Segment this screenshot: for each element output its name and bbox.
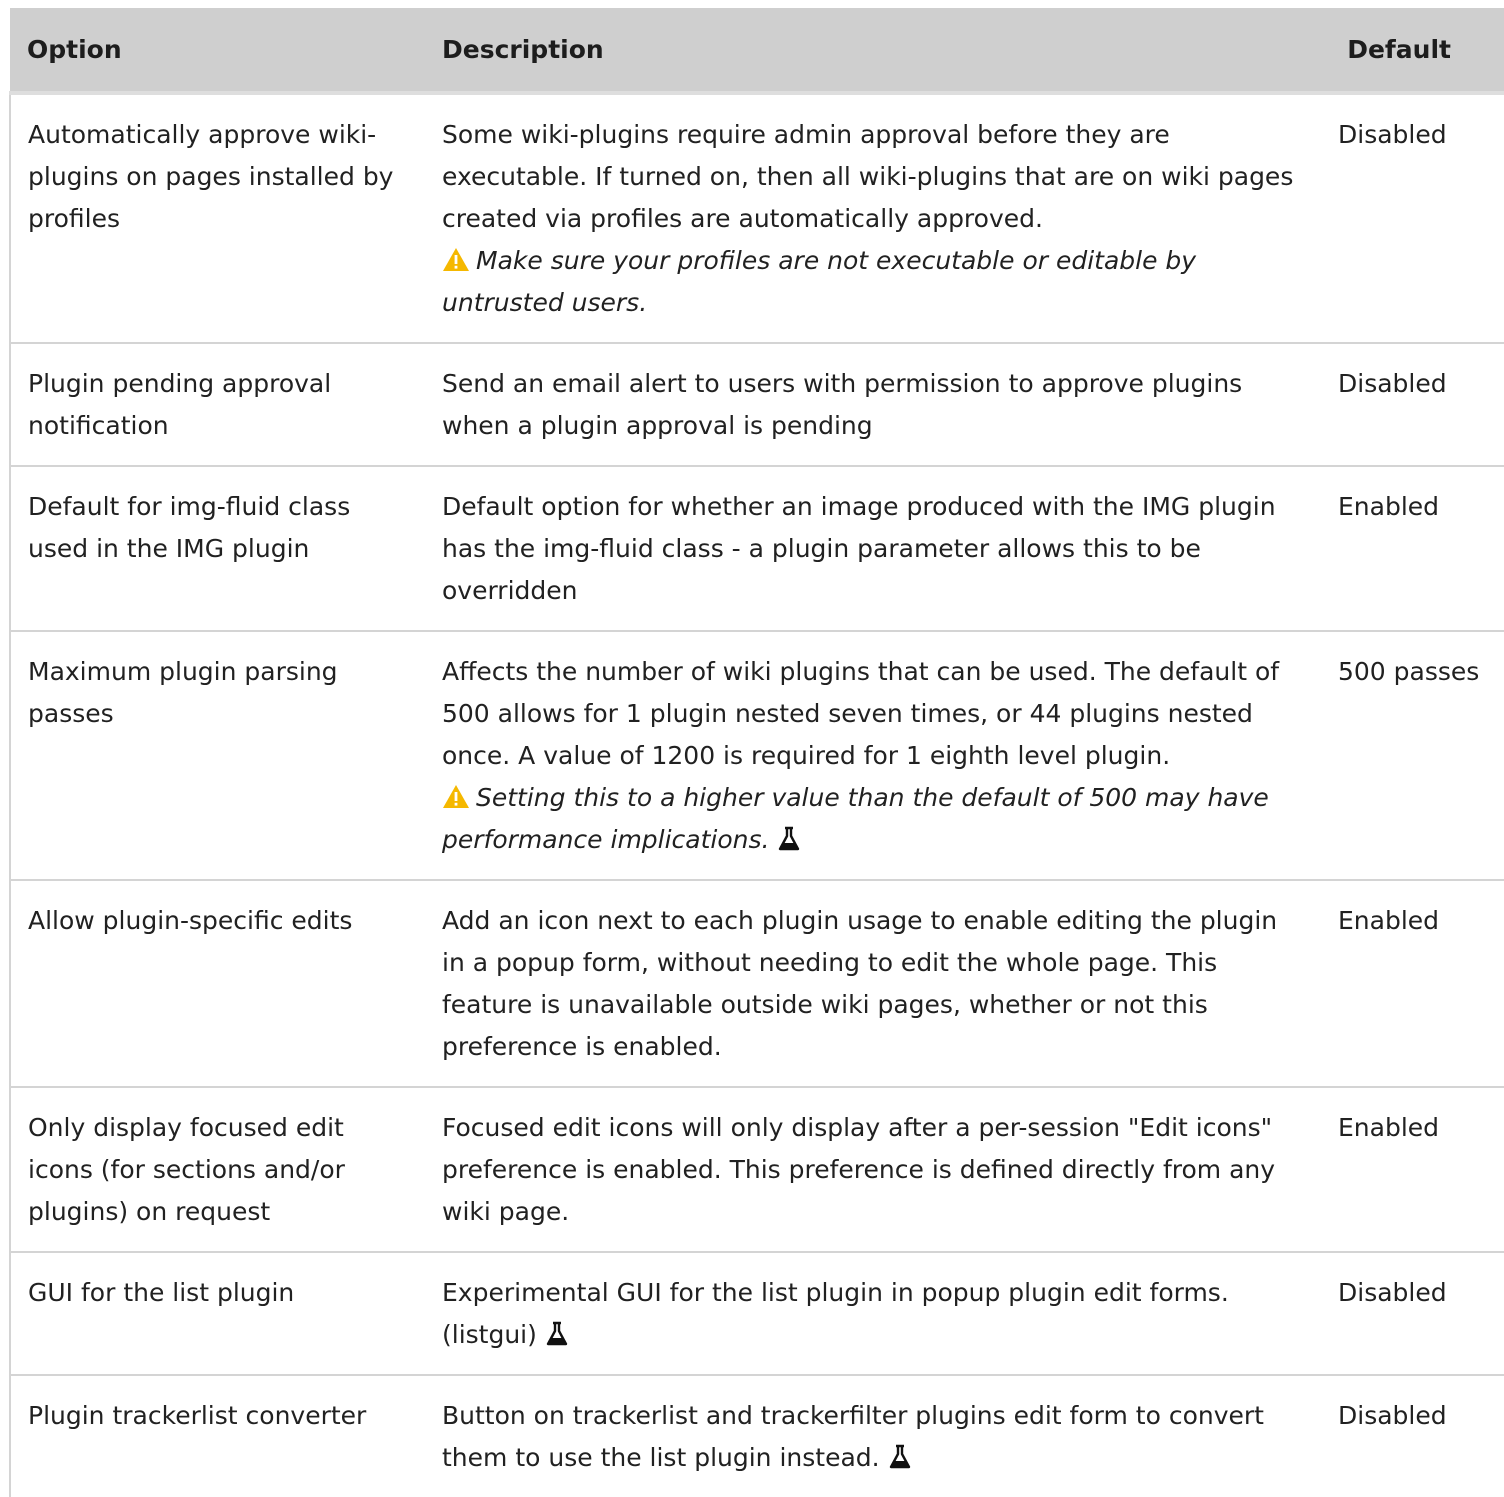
option-cell: Plugin pending approval notification — [10, 343, 425, 466]
description-cell — [425, 1375, 1321, 1497]
description-cell — [425, 93, 1321, 343]
default-cell: Enabled — [1321, 1087, 1504, 1252]
warning-triangle-icon — [442, 247, 470, 272]
column-header-description[interactable]: Description — [425, 8, 1321, 93]
option-cell: Only display focused edit icons (for sections and/or plugins) on request — [10, 1087, 425, 1252]
table-row — [10, 343, 1504, 466]
description-cell: Add an icon next to each plugin usage to enable editing the plugin in a popup form, without needing to edit the whole page. This feature is unavailable outside wiki pages, whether or not this preference is enabled. — [425, 880, 1321, 1087]
default-cell: Enabled — [1321, 880, 1504, 1087]
option-cell: Automatically approve wiki-plugins on pages installed by profiles — [10, 93, 425, 343]
description-cell — [425, 631, 1321, 880]
warning-triangle-icon — [442, 784, 470, 809]
warning-note — [442, 777, 1304, 861]
default-cell: Disabled — [1321, 343, 1504, 466]
description-text: Affects the number of wiki plugins that can be used. The default of 500 allows for 1 plugin nested seven times, or 44 plugins nested once. A value of 1200 is required for 1 eighth level plugin. — [442, 657, 1280, 770]
table-row — [10, 1252, 1504, 1375]
preferences-table — [9, 8, 1504, 1497]
table-row — [10, 466, 1504, 631]
warning-text: Make sure your profiles are not executable or editable by untrusted users. — [442, 246, 1197, 317]
default-cell: 500 passes — [1321, 631, 1504, 880]
description-cell — [425, 1252, 1321, 1375]
table-row — [10, 1375, 1504, 1497]
description-text: Experimental GUI for the list plugin in popup plugin edit forms. (listgui) — [442, 1278, 1229, 1349]
description-cell: Send an email alert to users with permission to approve plugins when a plugin approval is pending — [425, 343, 1321, 466]
flask-icon — [545, 1321, 569, 1347]
table-header-row — [10, 8, 1504, 93]
description-text: Button on trackerlist and trackerfilter plugins edit form to convert them to use the list plugin instead. — [442, 1401, 1264, 1472]
table-row — [10, 93, 1504, 343]
description-text: Some wiki-plugins require admin approval before they are executable. If turned on, then all wiki-plugins that are on wiki pages created via profiles are automatically approved. — [442, 120, 1294, 233]
flask-icon — [777, 826, 801, 852]
description-cell: Default option for whether an image produced with the IMG plugin has the img-fluid class - a plugin parameter allows this to be overridden — [425, 466, 1321, 631]
option-cell: Maximum plugin parsing passes — [10, 631, 425, 880]
warning-note — [442, 240, 1304, 324]
flask-icon — [888, 1444, 912, 1470]
description-cell: Focused edit icons will only display after a per-session "Edit icons" preference is enabled. This preference is defined directly from any wiki page. — [425, 1087, 1321, 1252]
table-row — [10, 1087, 1504, 1252]
default-cell: Disabled — [1321, 93, 1504, 343]
column-header-option[interactable]: Option — [10, 8, 425, 93]
default-cell: Disabled — [1338, 1401, 1447, 1430]
default-cell: Disabled — [1321, 1252, 1504, 1375]
table-row — [10, 631, 1504, 880]
table-row — [10, 880, 1504, 1087]
option-cell: GUI for the list plugin — [10, 1252, 425, 1375]
default-cell: Enabled — [1321, 466, 1504, 631]
column-header-default[interactable]: Default — [1321, 8, 1504, 93]
warning-text: Setting this to a higher value than the default of 500 may have performance implications. — [442, 783, 1269, 854]
option-cell: Allow plugin-specific edits — [10, 880, 425, 1087]
option-cell: Plugin trackerlist converter — [10, 1375, 425, 1497]
option-cell: Default for img-fluid class used in the IMG plugin — [10, 466, 425, 631]
